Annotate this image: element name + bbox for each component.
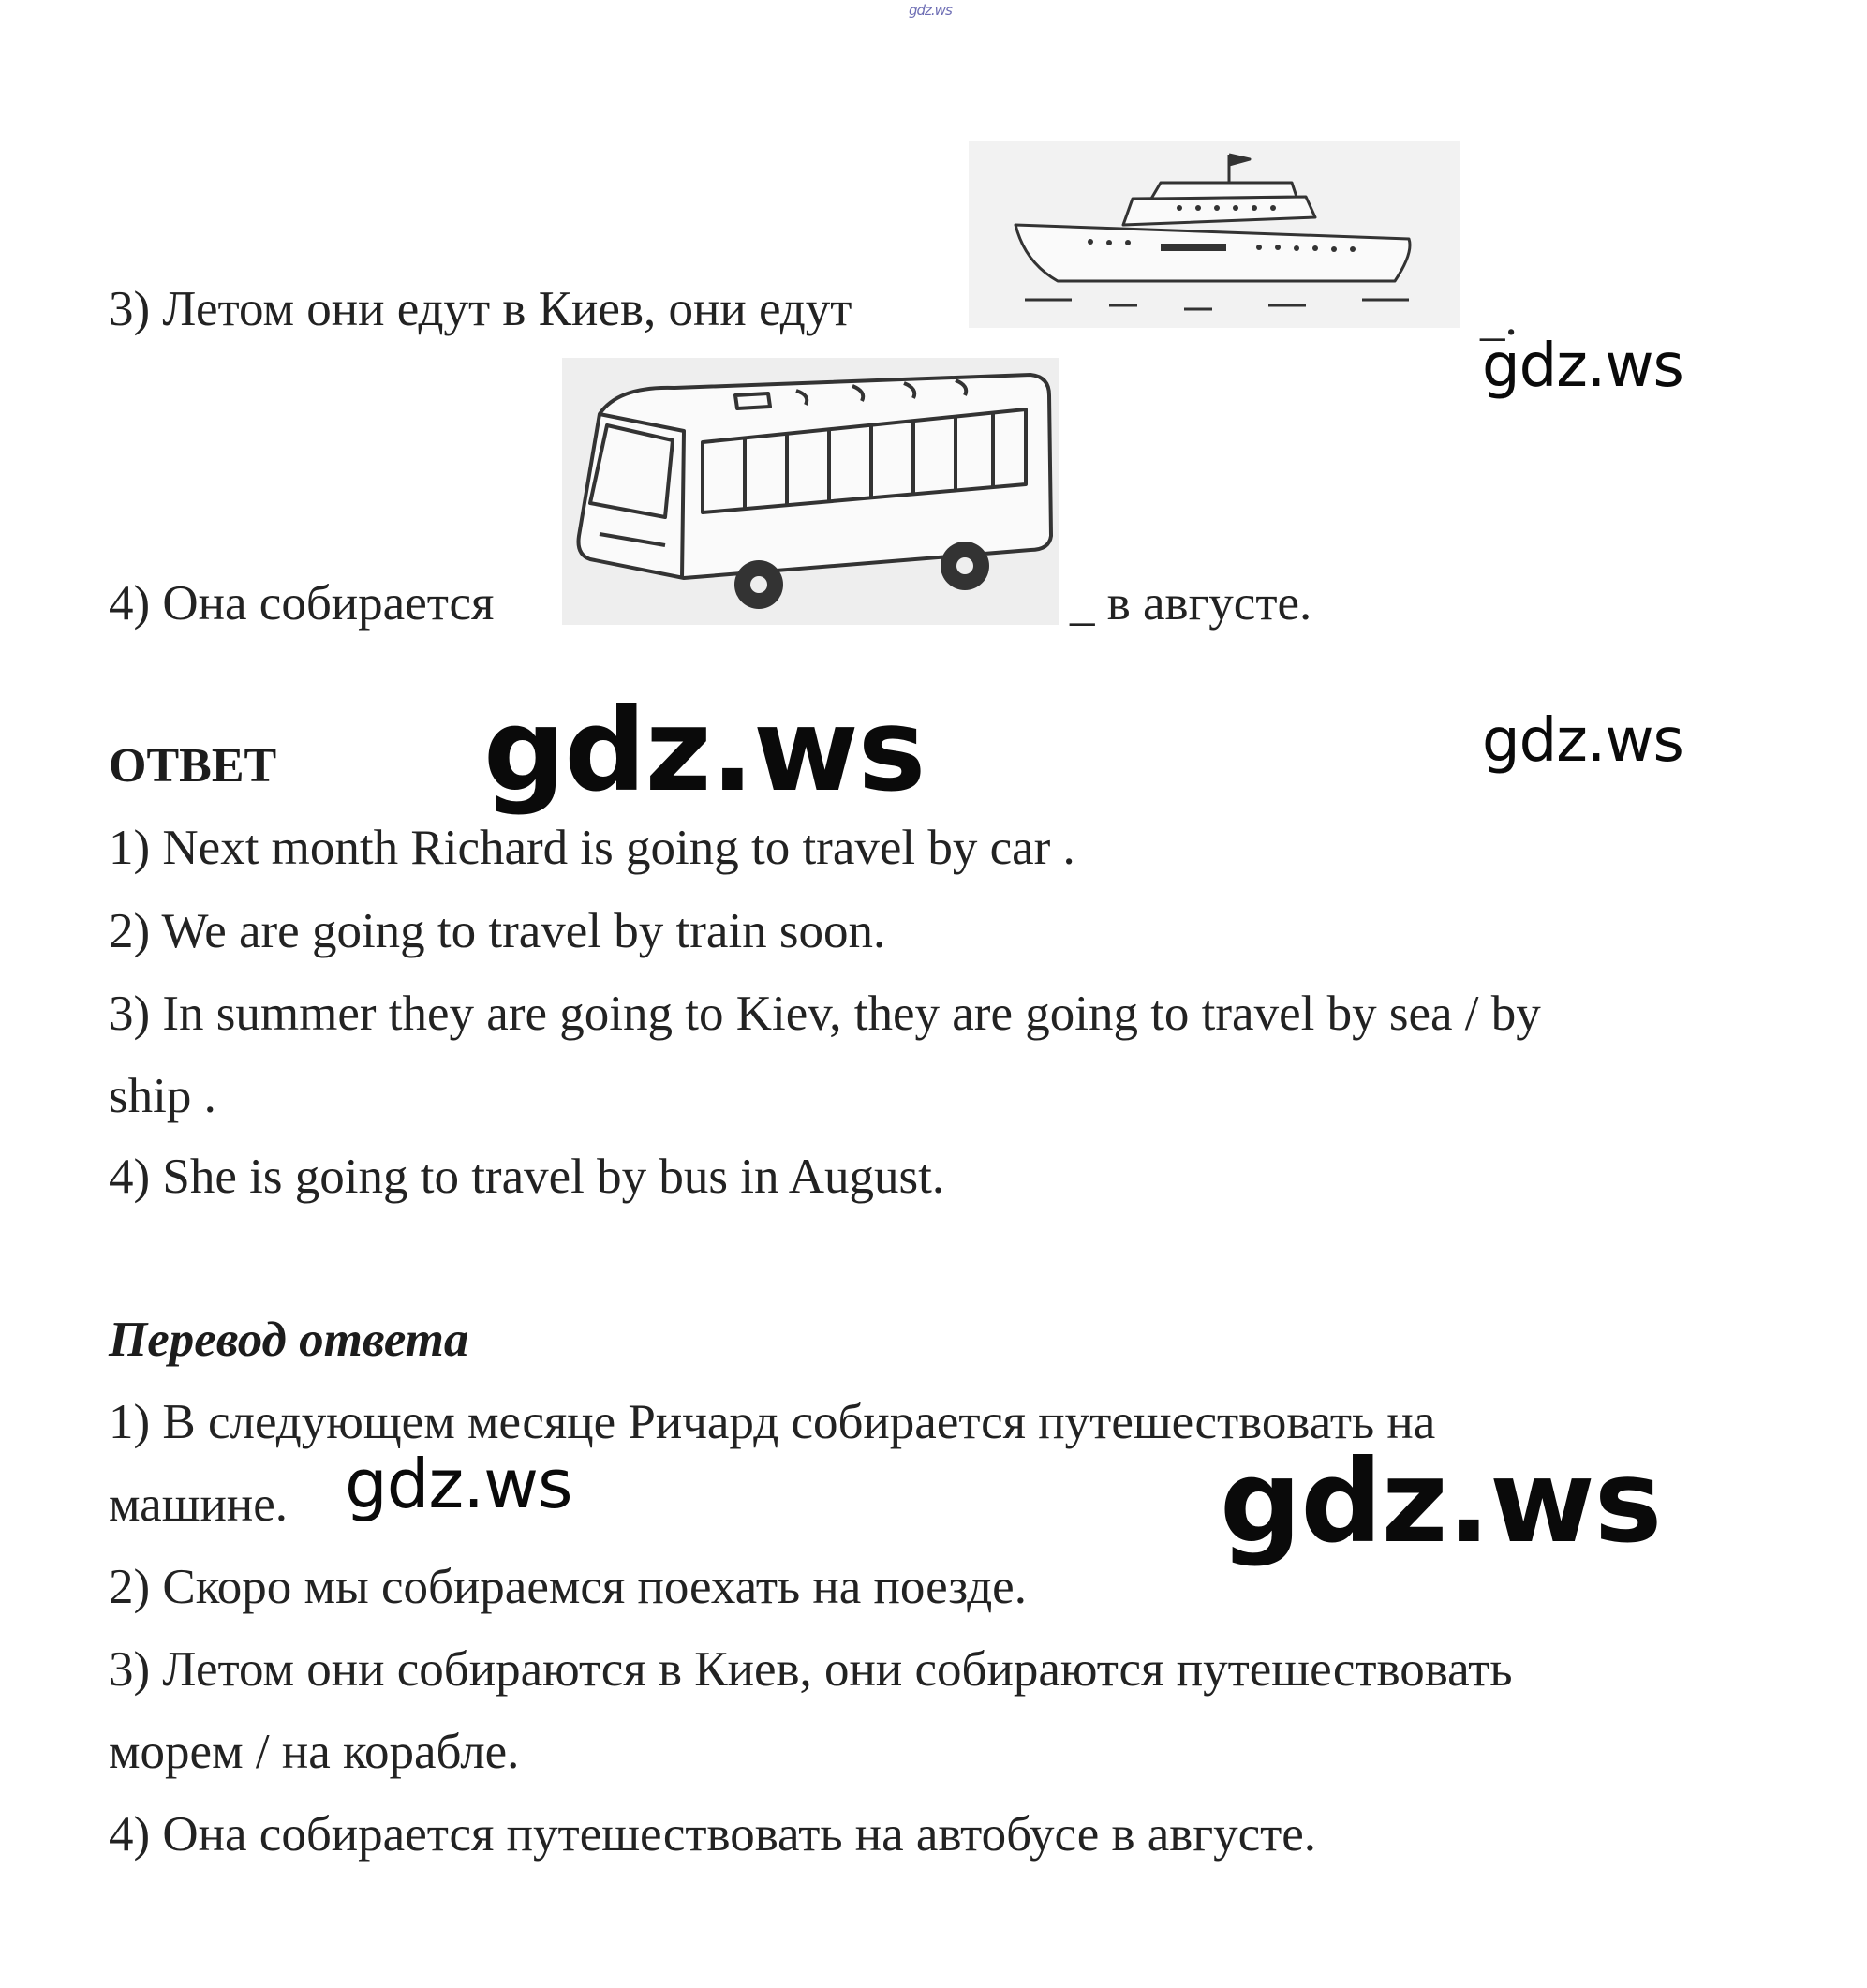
translation-line-4: 4) Она собирается путешествовать на автобусе в августе.: [109, 1807, 1317, 1862]
translation-line-1: 1) В следующем месяце Ричард собирается путешествовать на: [109, 1395, 1436, 1449]
answer-heading: ОТВЕТ: [109, 739, 277, 793]
ship-illustration: [969, 141, 1460, 328]
answer-line-3-cont: ship .: [109, 1069, 216, 1123]
watermark: gdz.ws: [1482, 332, 1683, 401]
translation-line-3-cont: морем / на корабле.: [109, 1725, 520, 1779]
answer-line-1: 1) Next month Richard is going to travel by car .: [109, 821, 1075, 875]
exercise-item-4: 4) Она собирается: [109, 576, 495, 631]
answer-line-4: 4) She is going to travel by bus in August.: [109, 1150, 945, 1204]
watermark: gdz.ws: [1482, 706, 1683, 776]
translation-heading: Перевод ответа: [109, 1313, 469, 1367]
top-watermark: gdz.ws: [909, 2, 952, 19]
watermark-large: gdz.ws: [1220, 1435, 1662, 1568]
exercise-item-3: 3) Летом они едут в Киев, они едут: [109, 282, 852, 336]
translation-line-1-cont: машине.: [109, 1477, 289, 1532]
answer-line-2: 2) We are going to travel by train soon.: [109, 904, 886, 958]
translation-line-3: 3) Летом они собираются в Киев, они собираются путешествовать: [109, 1642, 1513, 1697]
exercise-item-4-blank: _ в августе.: [1070, 576, 1312, 631]
bus-illustration: [562, 358, 1059, 625]
exercise-item-3-blank: _.: [1480, 291, 1518, 346]
watermark-large: gdz.ws: [483, 684, 926, 817]
watermark: gdz.ws: [345, 1445, 572, 1523]
answer-line-3: 3) In summer they are going to Kiev, they are going to travel by sea / by: [109, 987, 1541, 1041]
translation-line-2: 2) Скоро мы собираемся поехать на поезде.: [109, 1560, 1027, 1614]
